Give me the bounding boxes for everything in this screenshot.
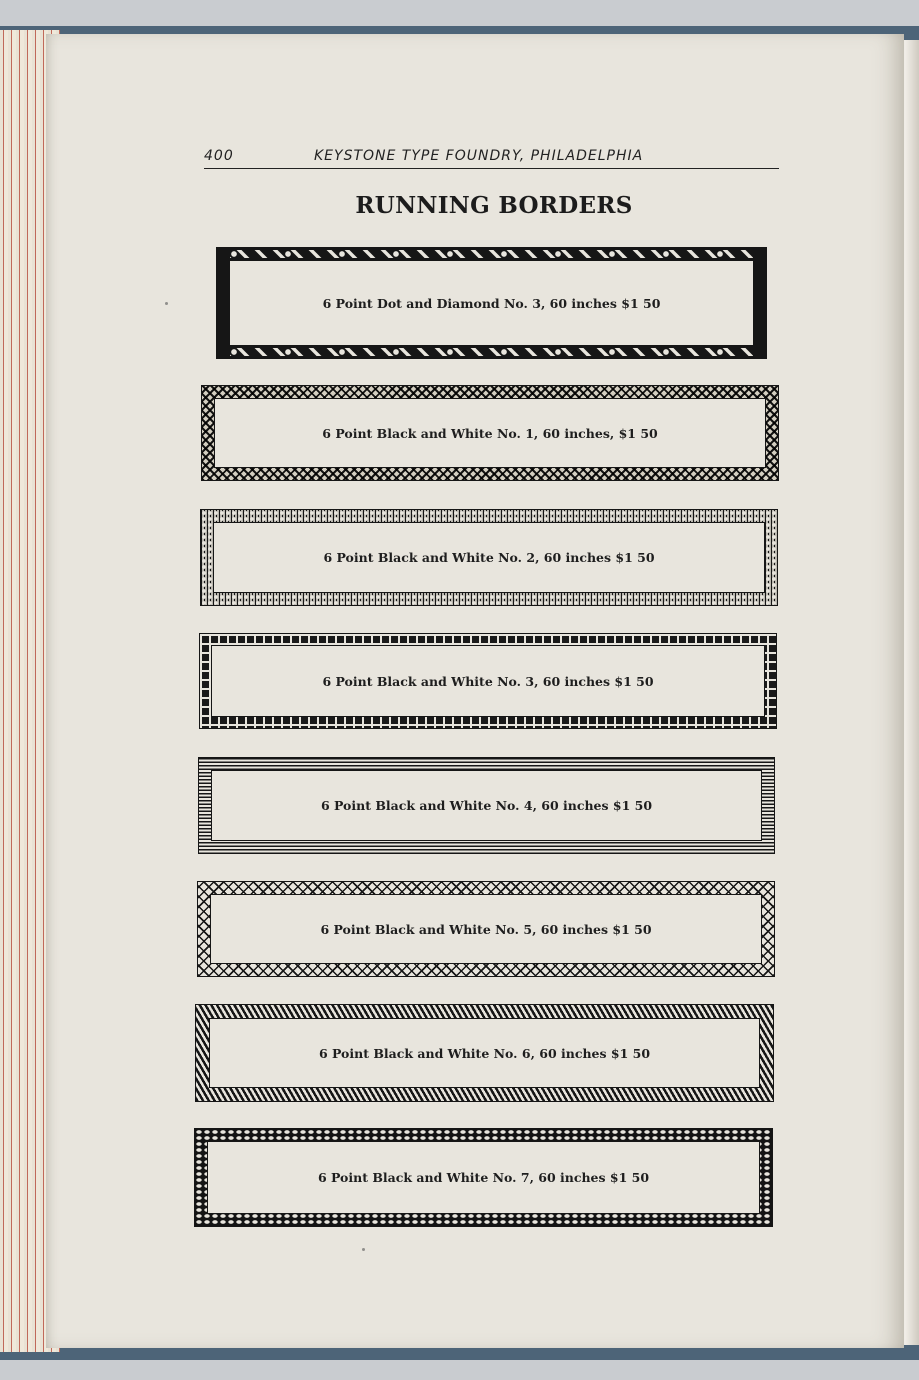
border-label: 6 Point Black and White No. 2, 60 inches $1 50 [323, 550, 655, 565]
border-label: 6 Point Black and White No. 1, 60 inches, $1 50 [322, 425, 658, 441]
border-sample-black-and-white-2 [200, 509, 778, 606]
border-sample-black-and-white-4 [198, 757, 775, 854]
border-sample-black-and-white-6 [195, 1004, 774, 1102]
ink-speck [165, 302, 168, 305]
border-sample-black-and-white-5 [197, 881, 775, 977]
page-number: 400 [204, 148, 234, 164]
border-sample-black-and-white-3 [199, 633, 777, 729]
page-title: RUNNING BORDERS [355, 192, 633, 219]
border-sample-dot-and-diamond [216, 247, 767, 359]
border-label: 6 Point Black and White No. 5, 60 inches $1 50 [320, 921, 652, 937]
border-label: 6 Point Dot and Diamond No. 3, 60 inches $1 50 [322, 295, 661, 311]
border-label: 6 Point Black and White No. 4, 60 inches $1 50 [320, 798, 653, 813]
border-sample-black-and-white-7 [194, 1128, 773, 1227]
border-label: 6 Point Black and White No. 6, 60 inches $1 50 [318, 1045, 651, 1061]
border-sample-black-and-white-1 [201, 385, 779, 481]
foundry-name: KEYSTONE TYPE FOUNDRY, PHILADELPHIA [314, 148, 644, 164]
running-head [204, 146, 779, 169]
ink-speck [362, 1248, 365, 1251]
border-label: 6 Point Black and White No. 7, 60 inches $1 50 [317, 1170, 650, 1185]
border-label: 6 Point Black and White No. 3, 60 inches $1 50 [322, 673, 654, 689]
